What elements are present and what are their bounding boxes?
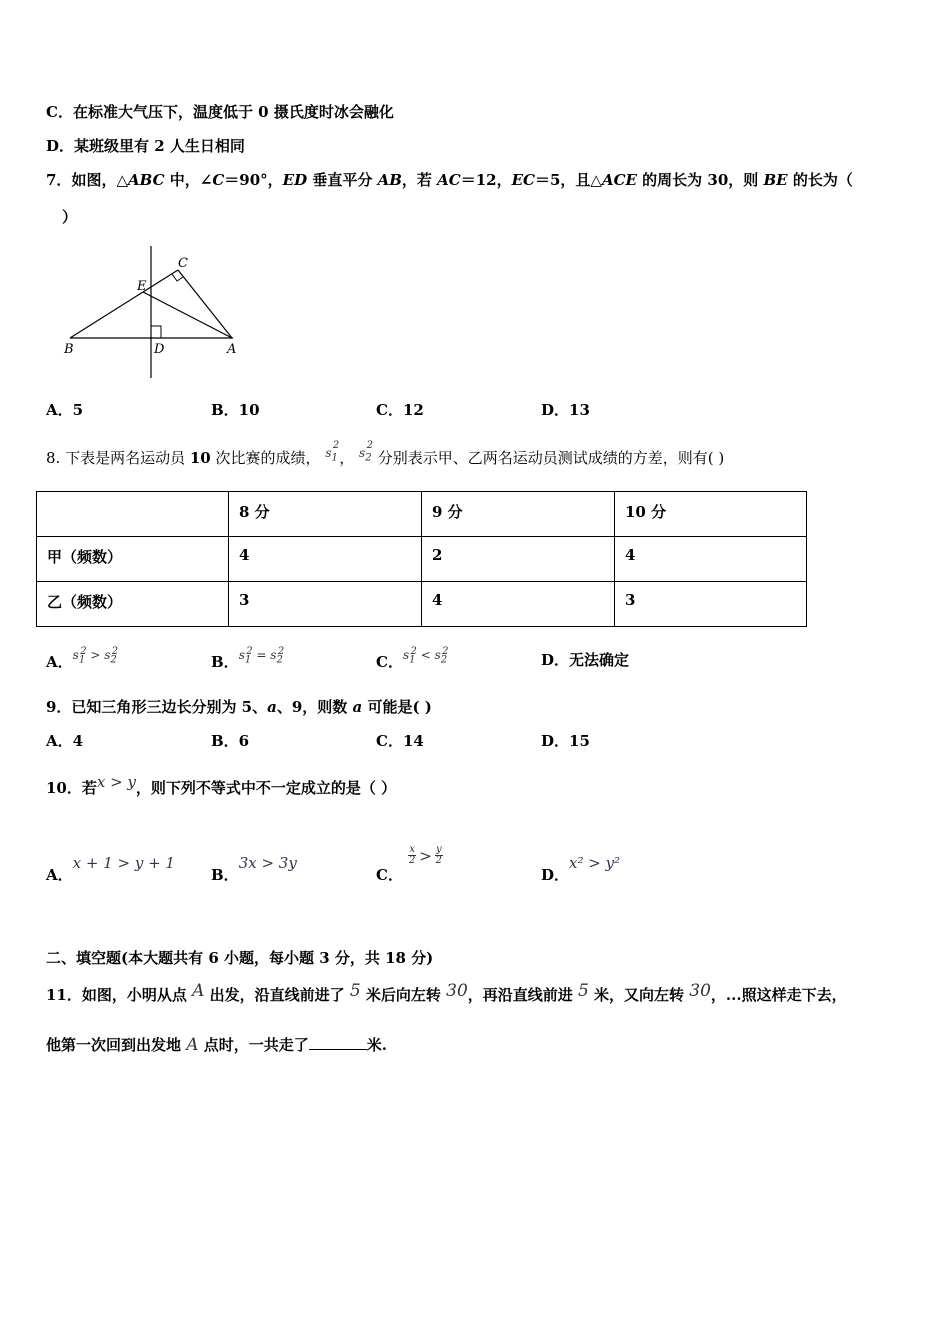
q10-option-b[interactable]: B．3x > 3y <box>211 854 297 884</box>
q11-stem-line1: 11．如图，小明从点 A 出发，沿直线前进了 5 米后向左转 30，再沿直线前进 5 米，又向左转 30，...照这样走下去， <box>46 981 847 1004</box>
table-cell: 9 分 <box>422 492 615 537</box>
q7-option-c[interactable]: C．12 <box>376 401 424 419</box>
prev-option-c: C．在标准大气压下，温度低于 0 摄氏度时冰会融化 <box>46 103 394 121</box>
label-a: A <box>227 342 237 357</box>
table-cell: 4 <box>422 582 615 627</box>
q10-option-c[interactable]: C． x 2 > y 2 <box>376 844 442 884</box>
answer-blank[interactable] <box>309 1035 367 1050</box>
table-cell <box>37 492 229 537</box>
table-row <box>37 537 807 582</box>
table-cell: 4 <box>229 537 422 582</box>
q10-stem: 10．若x > y，则下列不等式中不一定成立的是（ ） <box>46 773 397 797</box>
q11-stem-line2: 他第一次回到出发地 A 点时，一共走了 米. <box>46 1035 387 1055</box>
table-cell: 10 分 <box>615 492 807 537</box>
q9-option-d[interactable]: D．15 <box>541 732 590 750</box>
q7-stem: 7．如图，△ABC 中，∠C＝90°，ED 垂直平分 AB，若 AC＝12，EC＝5，且△ACE 的周长为 30，则 BE 的长为（ <box>46 171 853 189</box>
q10-option-a[interactable]: A．x + 1 > y + 1 <box>46 854 175 884</box>
q8-score-table <box>36 491 807 627</box>
label-d: D <box>154 342 165 357</box>
table-cell: 3 <box>229 582 422 627</box>
q7-stem-close: ） <box>62 208 78 226</box>
label-e: E <box>137 279 147 294</box>
q7-triangle-figure <box>58 240 258 385</box>
q9-option-a[interactable]: A．4 <box>46 732 84 750</box>
table-cell: 4 <box>615 537 807 582</box>
table-cell: 8 分 <box>229 492 422 537</box>
q8-option-a[interactable]: A．$^{s_1^2 > s_2^2}$ <box>46 646 119 671</box>
table-row <box>37 582 807 627</box>
prev-option-d: D．某班级里有 2 人生日相同 <box>46 137 245 155</box>
q10-option-d[interactable]: D．x² > y² <box>541 854 621 884</box>
q8-option-c[interactable]: C．$^{s_1^2 < s_2^2}$ <box>376 646 449 671</box>
table-cell: 甲（频数） <box>37 537 229 582</box>
q7-option-a[interactable]: A．5 <box>46 401 84 419</box>
q9-option-c[interactable]: C．14 <box>376 732 424 750</box>
table-cell: 3 <box>615 582 807 627</box>
q7-option-b[interactable]: B．10 <box>211 401 260 419</box>
table-cell: 2 <box>422 537 615 582</box>
section-title: 二、填空题(本大题共有 6 小题，每小题 3 分，共 18 分) <box>46 949 434 967</box>
table-header-row <box>37 492 807 537</box>
q8-option-b[interactable]: B．$^{s_1^2 = s_2^2}$ <box>211 646 285 671</box>
label-c: C <box>178 256 188 271</box>
q8-option-d[interactable]: D．无法确定 <box>541 651 630 669</box>
q9-option-b[interactable]: B．6 <box>211 732 250 750</box>
q7-option-d[interactable]: D．13 <box>541 401 590 419</box>
label-b: B <box>64 342 74 357</box>
q8-stem: 8. 下表是两名运动员 10 次比赛的成绩， $^{s_1^2}$， $^{s_2^2}$ 分别表示甲、乙两名运动员测试成绩的方差，则有( ) <box>46 440 725 467</box>
q9-stem: 9．已知三角形三边长分别为 5、a、9，则数 a 可能是( ) <box>46 698 432 716</box>
table-cell: 乙（频数） <box>37 582 229 627</box>
